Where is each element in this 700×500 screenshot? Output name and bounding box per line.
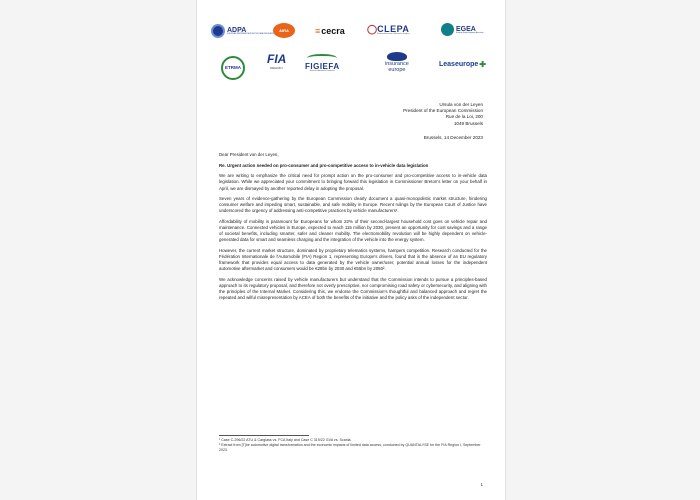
footnotes [219, 438, 487, 453]
footnote-1: ¹ Case C-296/22 ATU & Carglass vs. FCA Italy and Case C 319/22 GVA vs. Scania. [219, 438, 352, 442]
etrma-logo [221, 56, 245, 80]
clepa-name: CLEPA [377, 24, 410, 34]
recipient-street: Rue de la Loi, 200 [445, 114, 483, 120]
clepa-subtitle: European Association of Automotive Suppliers [377, 34, 410, 35]
egea-name: EGEA [456, 25, 476, 33]
paragraph-2: Seven years of evidence-gathering by the European Commission clearly document a quasi-monopolistic market structure, hindering consumer welfare and impeding smart, sustainable, and safe mobility in Europe. Recent rulings by the European Court of Justice have underscored the urgency of addressing anti-competitive practices by vehicle manufacturers¹. [219, 196, 487, 214]
fia-subtitle: REGION I [270, 66, 283, 70]
recipient-name: Ursula von der Leyen [439, 102, 483, 107]
footnote-2: ² Extract from [T]he automotive digital transformation and the economic impacts of limited data access, conducted by QUANTALYSE for the FIA Region I, September 2023. [219, 443, 481, 452]
clepa-logo [367, 24, 410, 35]
adpa-logo [211, 24, 274, 38]
figiefa-name: FIGIEFA [305, 62, 340, 71]
adpa-emblem-icon [211, 24, 225, 38]
recipient-title: President of the European Commission [403, 108, 483, 114]
adpa-name: ADPA [227, 27, 247, 34]
recipient-city: 1049 Brussels [453, 120, 483, 126]
letter-page [196, 0, 506, 500]
insurance-europe-logo [385, 52, 409, 73]
egea-subtitle: European Garage Equipment Association [456, 32, 484, 34]
insurance-europe-name: insurance [385, 61, 409, 67]
letter-body [219, 152, 487, 306]
salutation: Dear President von der Leyen, [219, 152, 279, 157]
footnote-divider [219, 435, 309, 436]
subject-line: Re. Urgent action needed on pro-consumer and pro-competitive access to in-vehicle data legislation [219, 162, 429, 168]
paragraph-5: We acknowledge concerns raised by vehicle manufacturers but understand that the Commission intends to pursue a principles-based approach to its regulatory proposal, and therefore not overly prescriptive, nor compromising road safety or cybersecurity, and aligning with the principles of the Internal Market. Considering this, we endorse the Commission's thoughtful and balanced approach and regret the repeated and wilful misrepresentation by ACEA of both the benefits of the initiative and the policy asks of the independent sector. [219, 277, 487, 301]
paragraph-1: We are writing to emphasize the critical need for prompt action on the pro-consumer and pro-competitive access to in-vehicle data legislation. While we appreciated your commitment to bringing forward this legislation in Commissioner Breton's letter on your behalf in April, we are dismayed by another reported delay in adopting the proposal. [219, 173, 487, 191]
etrma-name: ETRMA [221, 56, 245, 80]
letter-date: Brussels, 14 December 2023 [423, 135, 483, 140]
figiefa-subtitle: Automotive Aftermarket Distributors [309, 71, 335, 72]
egea-logo [441, 23, 484, 36]
egea-globe-icon [441, 23, 454, 36]
figiefa-arc-icon [307, 54, 337, 62]
insurance-europe-name2: europe [388, 67, 406, 73]
leaseurope-plus-icon: ✚ [479, 60, 486, 69]
aira-logo [273, 23, 295, 38]
insurance-europe-wave-icon [387, 52, 407, 61]
paragraph-4: However, the current market structure, dominated by proprietary telematics systems, hampers competition. Research conducted for the Fédération Internationale de l'Automobile (FIA) Region 1, representing Europe's drivers, found that in the absence of an EU regulatory framework that provides equal access to data generated by the vehicle owner/user, potential annual losses for the independent automotive aftermarket and consumers would be €28bn by 2030 and €55bn by 2050². [219, 248, 487, 272]
cecra-name: cecra [321, 26, 345, 36]
recipient-address [403, 102, 483, 127]
leaseurope-logo [439, 60, 486, 69]
clepa-circle-icon: ◯ [367, 24, 378, 34]
leaseurope-name: Leaseurope [439, 61, 479, 68]
adpa-subtitle: EUROPEAN INDEPENDENT AUTOMOTIVE DATA PUBLISHERS [227, 34, 274, 35]
fia-logo [267, 52, 286, 70]
fia-name: FIA [267, 52, 287, 66]
figiefa-logo [305, 54, 340, 72]
paragraph-3: Affordability of mobility is paramount for Europeans for whom 22% of their second-largest household cost goes on vehicle repair and maintenance. Connected vehicles in Europe, expected to reach 115 million by 2030, present an opportunity for cost savings and a range of societal benefits, including smarter, safer and cleaner mobility. The electromobility revolution will be highly dependent on vehicle-generated data for smart and seamless charging and the integration of the vehicle into the energy system. [219, 219, 487, 243]
cecra-logo [315, 26, 345, 36]
page-number: 1 [480, 482, 483, 487]
logo-strip [207, 18, 497, 86]
aira-name: AIRA [273, 23, 295, 38]
cecra-mark-icon: ≡ [315, 26, 321, 36]
